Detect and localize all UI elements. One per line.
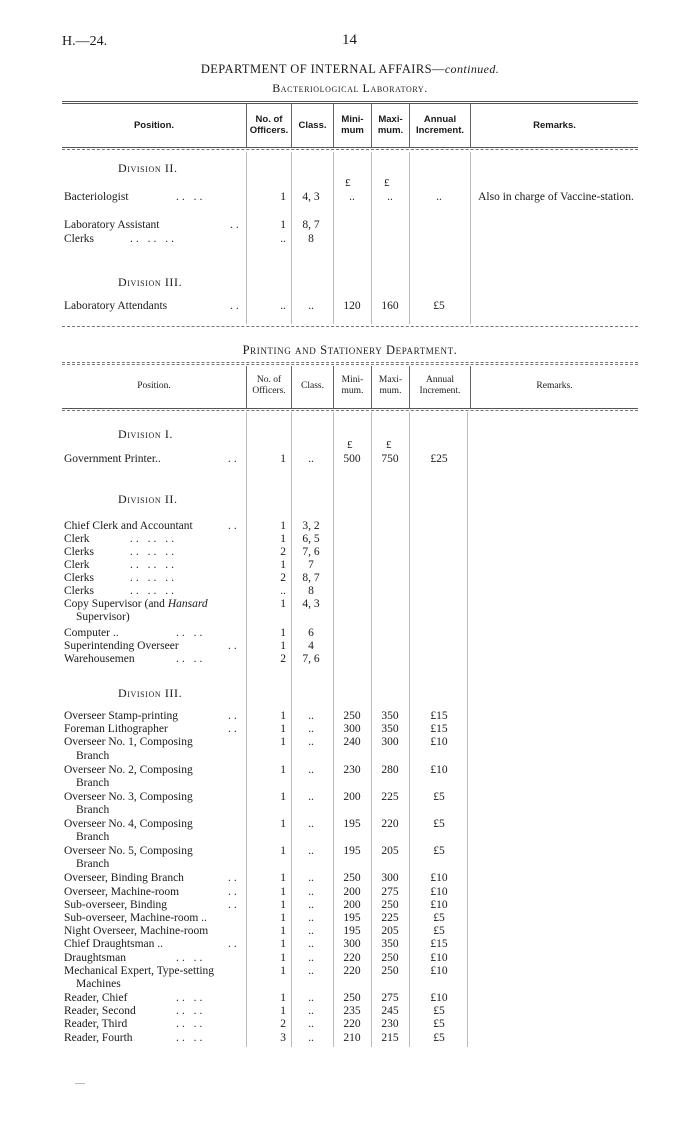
header-increment: Annual Increment. xyxy=(419,375,461,396)
table-row: Copy Supervisor (and Hansard 1 4, 3 xyxy=(64,598,320,610)
table-row: Bacteriologist .. .. 1 4, 3 .. .. .. xyxy=(64,191,442,203)
table-row: Overseer No. 4, Composing 1 .. 195 220 £5 xyxy=(64,818,445,830)
table-row: Clerks .. .. .. .. 8 xyxy=(64,233,314,245)
table1-header-rule xyxy=(62,147,638,148)
table-row: Chief Draughtsman .. 1 .. 300 350 £15 .. xyxy=(64,938,448,951)
header-remarks: Remarks. xyxy=(536,381,573,391)
page-number: 14 xyxy=(342,32,357,48)
table-row-continuation: Branch xyxy=(76,858,110,871)
pound-sign: £ xyxy=(345,177,351,189)
table-row: Overseer, Binding Branch 1 .. 250 300 £10 .. xyxy=(64,872,448,885)
table2-header-rule-2 xyxy=(62,410,638,411)
document-code: H.—24. xyxy=(62,34,108,49)
header-officers: No. of Officers. xyxy=(252,375,286,396)
table2-header-rule xyxy=(62,408,638,409)
table-row-continuation: Branch xyxy=(76,804,110,816)
division-heading: Division II. xyxy=(118,161,178,175)
table-row: Overseer, Machine-room 1 .. 200 275 £10 .. xyxy=(64,885,448,898)
footer-mark xyxy=(75,1083,85,1084)
table-row: Reader, Second 1 .. 235 245 £5 .. .. xyxy=(64,1005,445,1018)
table-row: Laboratory Attendants .. .. .. 120 160 £5 xyxy=(64,300,445,312)
table-row: Superintending Overseer .. 1 4 xyxy=(64,640,314,652)
table-row: Reader, Chief 1 .. 250 275 £10 .. .. xyxy=(64,992,448,1004)
table-row: Clerk .. .. .. 1 7 xyxy=(64,559,314,571)
table-row-continuation: Branch xyxy=(76,776,110,789)
table-row: Reader, Fourth 3 .. 210 215 £5 .. .. xyxy=(64,1031,445,1044)
table-row: Warehousemen .. .. 2 7, 6 xyxy=(64,653,320,665)
table1-bottom-rule xyxy=(62,326,638,327)
table-row: Overseer Stamp-printing 1 .. 250 350 £15 .. xyxy=(64,710,448,722)
table-row: Foreman Lithographer 1 .. 300 350 £15 .. xyxy=(64,723,448,736)
pound-sign: £ xyxy=(347,439,353,451)
header-maximum: Maxi- mum. xyxy=(378,375,403,396)
header-position: Position. xyxy=(133,120,175,131)
table-row: Clerk .. .. .. 1 6, 5 xyxy=(64,533,320,545)
table-row: Government Printer.. .. 1 .. 500 750 £25 xyxy=(64,453,448,465)
table-row: Draughtsman 1 .. 220 250 £10 .. .. xyxy=(64,951,448,964)
table-row: Computer .. .. .. 1 6 xyxy=(64,627,314,639)
table-row: Clerks .. .. .. 2 7, 6 xyxy=(64,546,320,558)
table2-top-rule-2 xyxy=(62,364,638,365)
division-heading: Division I. xyxy=(118,427,174,441)
table-row: Overseer No. 2, Composing 1 .. 230 280 £10 xyxy=(64,763,448,776)
header-officers: No. of Officers. xyxy=(249,114,289,136)
pound-sign: £ xyxy=(386,439,392,451)
division-heading: Division III. xyxy=(118,686,183,700)
table-row-continuation: Machines xyxy=(76,978,121,990)
table-row: Overseer No. 3, Composing 1 .. 200 225 £5 xyxy=(64,790,445,803)
header-minimum: Mini- mum xyxy=(341,114,364,136)
table-row: Overseer No. 5, Composing 1 .. 195 205 £5 xyxy=(64,845,445,858)
header-remarks: Remarks. xyxy=(533,120,576,131)
pound-sign: £ xyxy=(384,177,390,189)
table-row: Clerks .. .. .. 2 8, 7 xyxy=(64,572,320,584)
section-title: Printing and Stationery Department. xyxy=(242,343,458,357)
table-row: Sub-overseer, Binding 1 .. 200 250 £10 .. xyxy=(64,898,448,911)
division-heading: Division II. xyxy=(118,492,178,506)
table-row-continuation: Branch xyxy=(76,831,110,844)
table-row-continuation: Branch xyxy=(76,749,110,762)
table-row: Overseer No. 1, Composing 1 .. 240 300 £10 xyxy=(64,736,448,749)
table-row: Laboratory Assistant .. 1 8, 7 xyxy=(64,219,320,231)
table-row: Mechanical Expert, Type-setting 1 .. 220 250 £10 xyxy=(64,964,448,977)
table1-header-rule-2 xyxy=(62,149,638,150)
table-row: Chief Clerk and Accountant .. 1 3, 2 xyxy=(64,520,320,532)
department-title: DEPARTMENT OF INTERNAL AFFAIRS—continued. xyxy=(200,62,500,76)
header-class: Class. xyxy=(298,120,327,131)
header-position: Position. xyxy=(137,381,171,391)
table-row: Reader, Third 2 .. 220 230 £5 .. .. xyxy=(64,1018,445,1031)
table2-top-rule xyxy=(62,362,638,363)
header-class: Class. xyxy=(301,381,324,391)
division-heading: Division III. xyxy=(118,275,183,289)
table1-top-rule-2 xyxy=(62,103,638,104)
header-minimum: Mini- mum. xyxy=(341,375,364,396)
header-maximum: Maxi- mum. xyxy=(377,114,404,136)
table-row: Clerks .. .. .. .. 8 xyxy=(64,585,314,597)
table-row: Night Overseer, Machine-room 1 .. 195 205 £5 xyxy=(64,925,445,938)
table-row-continuation: Supervisor) xyxy=(76,611,130,623)
remarks-cell: Also in charge of Vaccine-station. xyxy=(478,191,634,203)
section-subtitle: Bacteriological Laboratory. xyxy=(272,81,428,95)
header-increment: Annual Increment. xyxy=(415,114,465,136)
table-row: Sub-overseer, Machine-room .. 1 .. 195 225 £5 xyxy=(64,912,445,924)
table1-top-rule xyxy=(62,101,638,102)
